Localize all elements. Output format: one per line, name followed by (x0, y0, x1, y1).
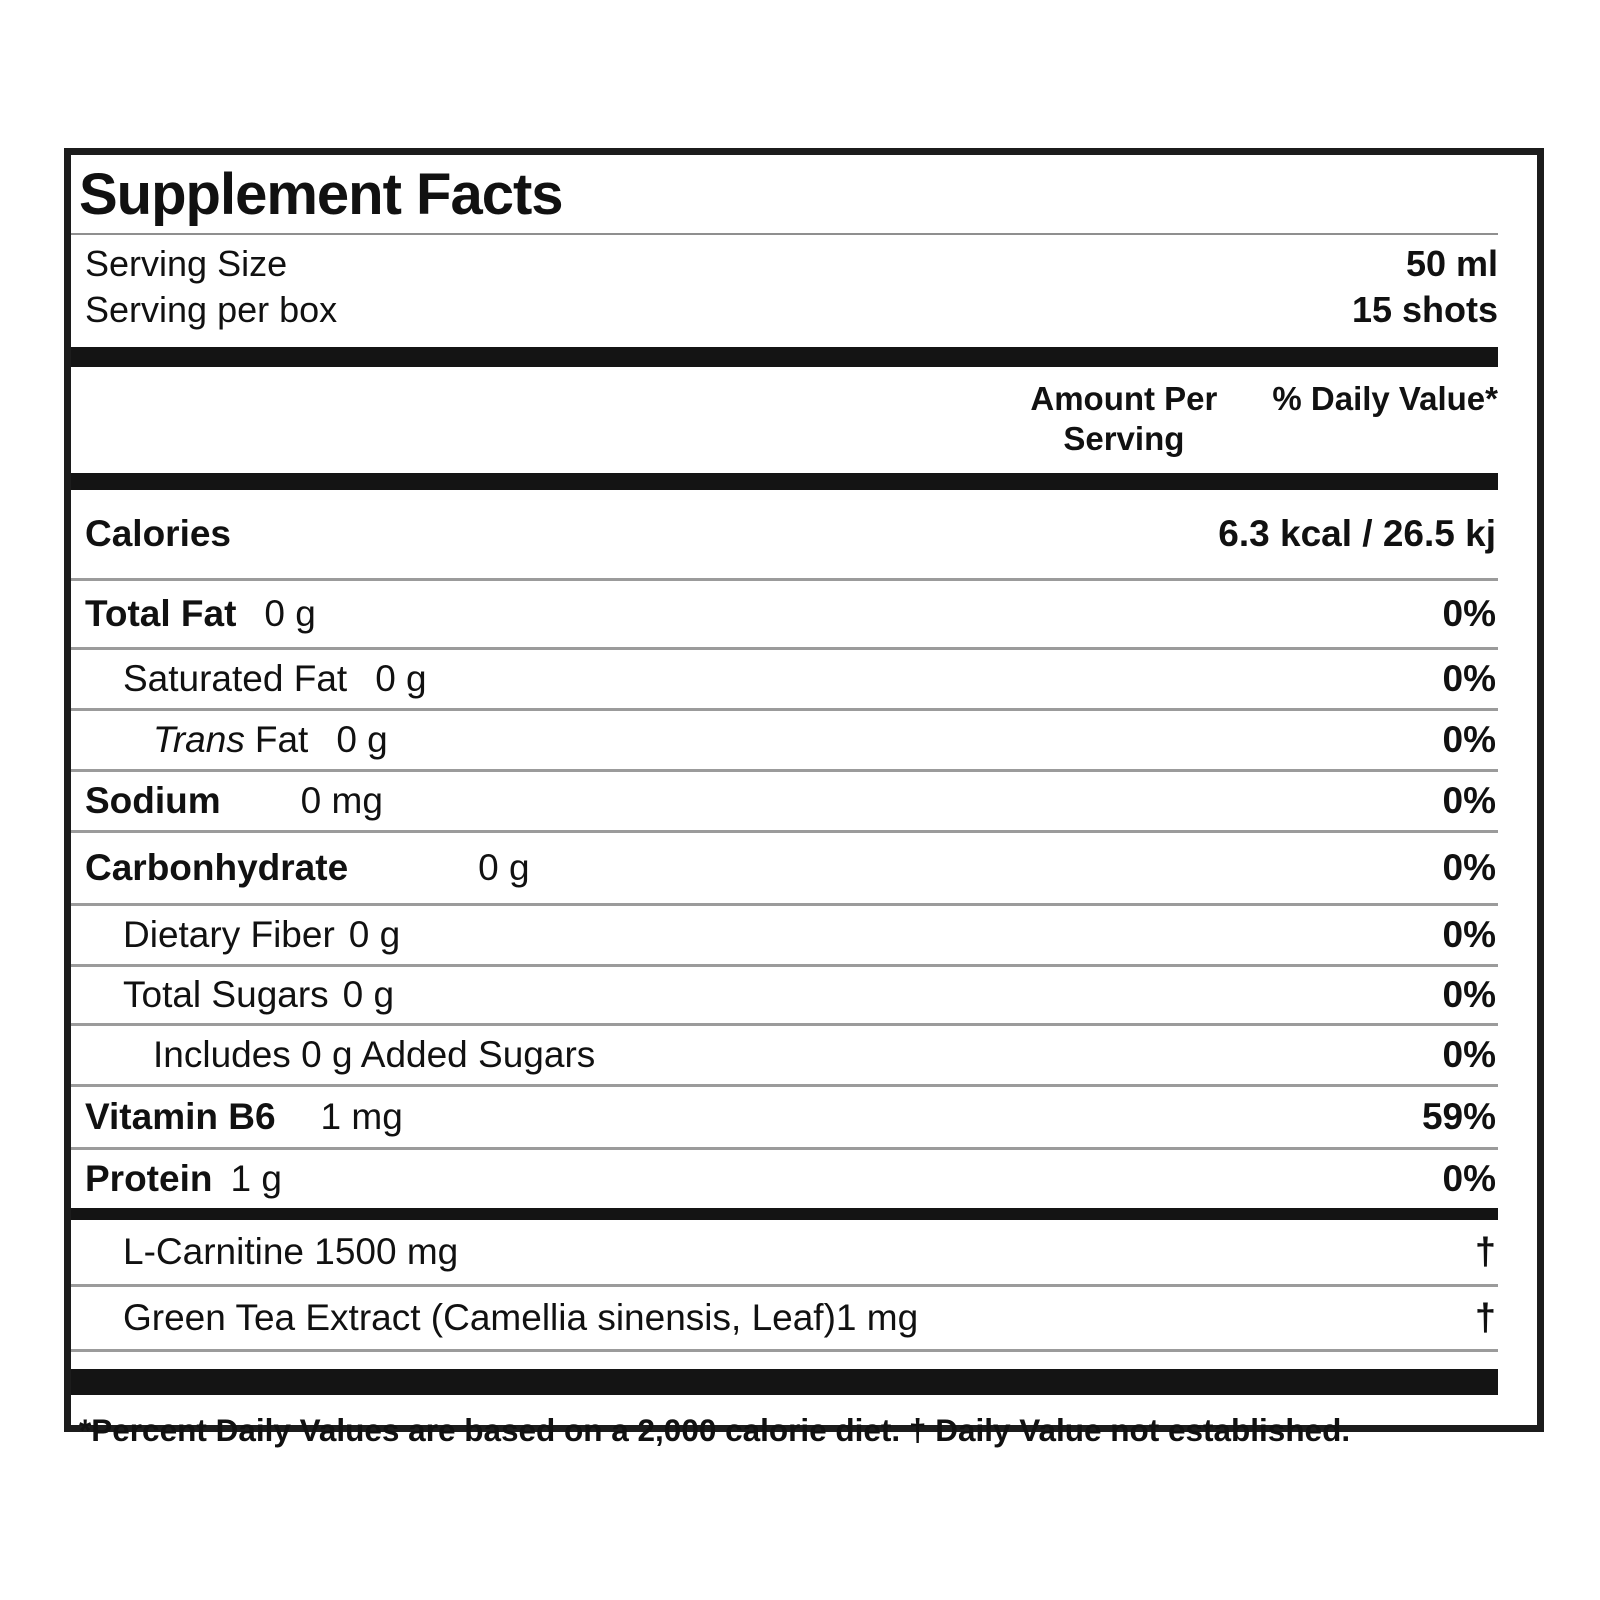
nutrient-row-calories (71, 490, 1498, 581)
nutrient-row-saturated-fat (71, 650, 1498, 711)
nutrient-label: Calories (85, 513, 232, 554)
nutrient-label: Dietary Fiber (123, 914, 335, 955)
servings-per-box-label: Serving per box (85, 289, 338, 330)
ingredient-label: Green Tea Extract (Camellia sinensis, Leaf)1 mg (123, 1297, 919, 1338)
serving-size-label: Serving Size (85, 243, 288, 284)
title-block (71, 155, 1498, 235)
nutrient-amount: 0 g (375, 658, 427, 699)
section-divider-bar (71, 1369, 1498, 1395)
ingredient-row-green-tea-extract (71, 1287, 1498, 1352)
nutrient-amount: 0 mg (300, 780, 383, 821)
daily-value-not-established-dagger: † (1474, 1296, 1496, 1339)
nutrient-amount: 1 g (230, 1158, 282, 1199)
nutrient-daily-value: 0% (1442, 658, 1496, 699)
nutrient-row-vitamin-b6 (71, 1087, 1498, 1150)
nutrient-daily-value: 0% (1442, 1034, 1496, 1075)
nutrient-daily-value: 0% (1442, 974, 1496, 1015)
amount-per-serving-line1: Amount Per (1030, 380, 1218, 417)
nutrient-daily-value: 0% (1442, 847, 1496, 888)
nutrient-amount: 0 g (348, 914, 401, 955)
nutrient-label: Protein (85, 1158, 213, 1199)
nutrient-label: Carbonhydrate (85, 847, 349, 888)
nutrient-row-protein (71, 1150, 1498, 1208)
nutrient-row-sodium (71, 772, 1498, 833)
section-divider-bar (71, 1208, 1498, 1220)
section-divider-bar (71, 473, 1498, 490)
panel-content (71, 155, 1498, 1395)
footnote: *Percent Daily Values are based on a 2,000 calorie diet. † Daily Value not established. (79, 1412, 1351, 1448)
nutrient-daily-value: 0% (1442, 914, 1496, 955)
nutrient-row-total-fat (71, 581, 1498, 650)
nutrient-label: Fat (254, 719, 309, 760)
servings-per-box-value: 15 shots (1351, 289, 1498, 330)
ingredient-label: L-Carnitine 1500 mg (123, 1231, 459, 1272)
nutrient-daily-value: 59% (1421, 1096, 1496, 1137)
nutrient-row-trans-fat (71, 711, 1498, 772)
nutrient-daily-value: 0% (1442, 780, 1496, 821)
column-header-row (71, 367, 1498, 473)
supplement-facts-panel (64, 148, 1544, 1448)
nutrient-row-total-sugars (71, 967, 1498, 1026)
nutrient-label: Total Sugars (123, 974, 329, 1015)
amount-per-serving-line2: Serving (1063, 420, 1185, 457)
nutrient-row-dietary-fiber (71, 906, 1498, 967)
nutrient-label: Sodium (85, 780, 221, 821)
nutrient-daily-value: 0% (1442, 1158, 1496, 1199)
nutrient-amount: 0 g (478, 847, 530, 888)
nutrient-label: Vitamin B6 (85, 1096, 276, 1137)
serving-size-value: 50 ml (1405, 243, 1498, 284)
daily-value-header: % Daily Value* (1272, 380, 1498, 417)
ingredient-row-l-carnitine (71, 1220, 1498, 1287)
nutrient-label: Includes 0 g Added Sugars (153, 1034, 596, 1075)
nutrient-value: 6.3 kcal / 26.5 kj (1218, 513, 1496, 554)
serving-section (71, 235, 1498, 347)
nutrient-label: Total Fat (85, 593, 237, 634)
amount-per-serving-header (1030, 379, 1217, 459)
nutrient-row-carbohydrate (71, 833, 1498, 906)
daily-value-not-established-dagger: † (1474, 1230, 1496, 1273)
nutrient-daily-value: 0% (1442, 719, 1496, 760)
nutrient-amount: 1 mg (320, 1096, 403, 1137)
nutrient-amount: 0 g (336, 719, 388, 760)
nutrient-row-added-sugars (71, 1026, 1498, 1087)
nutrient-label: Saturated Fat (123, 658, 348, 699)
section-divider-bar (71, 347, 1498, 367)
panel-title: Supplement Facts (79, 162, 563, 227)
serving-size-row (71, 241, 1498, 287)
nutrient-daily-value: 0% (1442, 593, 1496, 634)
nutrient-amount: 0 g (342, 974, 395, 1015)
servings-per-box-row (71, 287, 1498, 333)
nutrient-amount: 0 g (264, 593, 316, 634)
nutrient-label-italic: Trans (153, 719, 245, 760)
